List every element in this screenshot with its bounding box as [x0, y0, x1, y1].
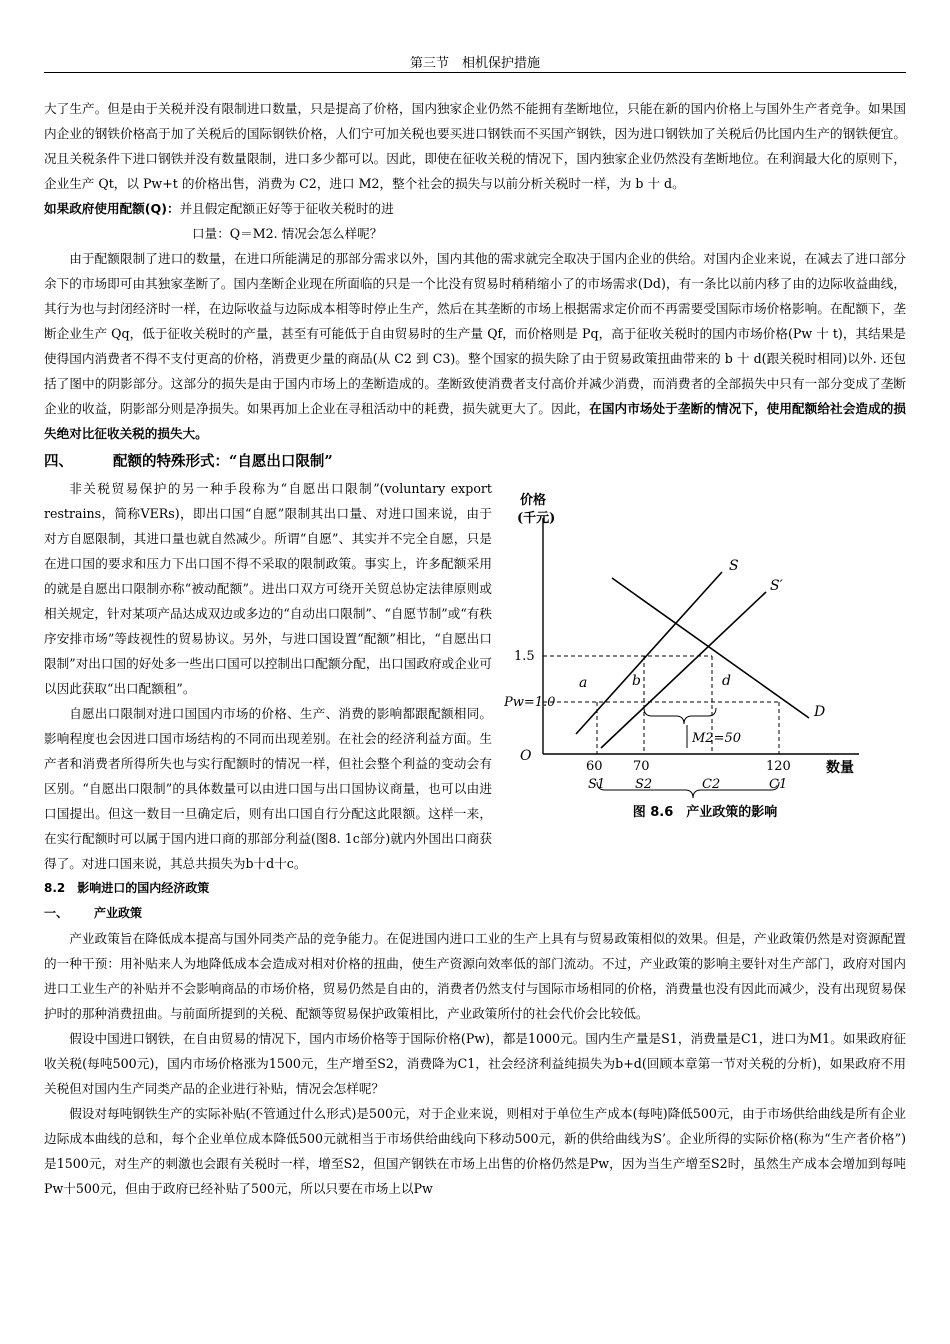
- x-axis-label: 数量: [826, 760, 854, 776]
- x-sub-c2: C2: [702, 777, 721, 792]
- paragraph-quota-analysis: [44, 246, 906, 446]
- section-title: 配额的特殊形式：“自愿出口限制”: [113, 453, 333, 470]
- paragraph-industrial-policy: 产业政策旨在降低成本提高与国外同类产品的竞争能力。在促进国内进口工业的生产上具有与贸易政策相似的效果。但是，产业政策仍然是对资源配置的一种干预：用补贴来人为地降低成本会造成对相对价格的扭曲，使生产资源向效率低的部门流动。不过，产业政策的影响主要针对生产部门，政府对国内进口工业生产的补贴并不会影响商品的市场价格，贸易仍然是自由的，消费者仍然支付与国际市场相同的价格，消费量也没有因此而减少，没有出现贸易保护时的那种消费扭曲。与前面所提到的关税、配额等贸易保护政策相比，产业政策所付的社会代价会比较低。: [44, 931, 906, 1021]
- page-header: 第三节 相机保护措施: [409, 56, 540, 71]
- area-label-d: d: [722, 673, 731, 689]
- y-axis-label: 价格: [520, 493, 547, 508]
- curve-label-s-prime: S′: [770, 578, 783, 594]
- x-sub-c1: C1: [769, 777, 788, 792]
- paragraph-vers-effects: 自愿出口限制对进口国国内市场的价格、生产、消费的影响都跟配额相同。影响程度也会因进口国市场结构的不同而出现差别。在社会的经济利益方面。生产者和消费者所得所失也与实行配额时的情况一样，但社会整个利益的变动会有区别。“自愿出口限制”的具体数量可以由进口国与出口国协议商量，也可以由进口国提出。但这一数目一旦确定后，则有出口国自行分配这此限额。这样一来，在实行配额时可以属于国内进口商的那部分利益(图8. 1c部分)就内外国出口商获得了。对进口国来说，其总共损失为b十d十c。: [44, 706, 492, 871]
- y-tick-1500: 1.5: [514, 649, 535, 664]
- quota-question-rest: 并且假定配额正好等于征收关税时的进: [179, 201, 394, 216]
- section-number: 四、: [44, 453, 73, 470]
- m1-brace: [597, 782, 779, 798]
- paragraph-steel-example: 假设中国进口钢铁，在自由贸易的情况下，国内市场价格等于国际价格(Pw)，都是1000元。国内生产量是S1，消费量是C1，进口为M1。如果政府征收关税(每吨500元)，国内市场价格涨为1500元，生产增至S2，消费降为C1，社会经济利益纯损失为b+d(回顾本章第一节对关税的分析)，如果政府不用关税但对国内生产同类产品的企业进行补贴，情况会怎样呢？: [44, 1031, 906, 1096]
- m2-brace: [644, 708, 716, 724]
- x-tick-120: 120: [766, 759, 791, 774]
- figure-caption: 图 8.6 产业政策的影响: [632, 805, 778, 820]
- header-rule: [44, 72, 906, 73]
- area-label-a: a: [579, 675, 588, 691]
- supply-demand-chart: [504, 478, 906, 798]
- quota-analysis-text: 由于配额限制了进口的数量，在进口所能满足的那部分需求以外，国内其他的需求就完全取决于国内企业的供给。对国内企业来说，在减去了进口部分余下的市场即可由其独家垄断了。国内垄断企业现在所面临的只是一个比没有贸易时稍稍缩小了的市场需求(Dd)，有一条比以前内移了由的边际收益曲线，其行为也与封闭经济时一样，在边际收益与边际成本相等时停止生产，然后在其垄断的市场上根据需求定价而不再需要受国际市场价格影响。在配额下，垄断企业生产 Qq，低于征收关税时的产量，甚至有可能低于自由贸易时的生产量 Qf，而价格则是 Pq，高于征收关税时的国内市场价格(Pw 十 t)，其结果是使得国内消费者不得不支付更高的价格，消费更少量的商品(从 C2 到 C3)。整个国家的损失除了由于贸易政策扭曲带来的 b 十 d(跟关税时相同)以外. 还包括了图中的阴影部分。这部分的损失是由于国内市场上的垄断造成的。垄断致使消费者支付高价并减少消费，而消费者的全部损失中只有一部分变成了垄断企业的收益，阴影部分则是净损失。如果再加上企业在寻租活动中的耗费，损失就更大了。因此，: [44, 251, 906, 416]
- page-body: [44, 96, 906, 1201]
- demand-curve-d: [612, 578, 809, 718]
- quota-question-line-1: [44, 196, 906, 221]
- y-tick-pw: Pw=1.0: [504, 695, 556, 710]
- quota-question-line-2: 口量：Q＝M2. 情况会怎么样呢？: [192, 226, 383, 241]
- x-tick-60: 60: [586, 759, 603, 774]
- paragraph-subsidy: 假设对每吨钢铁生产的实际补贴(不管通过什么形式)是500元，对于企业来说，则相对于单位生产成本(每吨)降低500元，由于市场供给曲线是所有企业边际成本曲线的总和，每个企业单位成本降低500元就相当于市场供给曲线向下移动500元，新的供给曲线为S’。企业所得的实际价格(称为“生产者价格”)是1500元，对生产的刺激也会跟有关税时一样，增至S2，但国产钢铁在市场上出售的价格仍然是Pw，因为当生产增至S2时，虽然生产成本会增加到每吨Pw十500元，但由于政府已经补贴了500元，所以只要在市场上以Pw: [44, 1106, 906, 1196]
- paragraph-vers-definition: 非关税贸易保护的另一种手段称为“自愿出口限制”(voluntary export restrains，简称VERs)，即出口国“自愿”限制其出口量、对进口国来说，由于对方自愿限制，其进口量也就自然减少。所谓“自愿”、其实并不完全自愿，只是在进口国的要求和压力下出口国不得不采取的限制政策。事实上，许多配额采用的就是自愿出口限制亦称“被动配额”。进出口双方可绕开关贸总协定法律原则或相关规定，针对某项产品达成双边或多边的“自动出口限制”、“自愿节制”或“有秩序安排市场”等歧视性的贸易协议。另外，与进口国设置“配额”相比，“自愿出口限制”对出口国的好处多一些出口国可以控制出口配额分配，出口国政府或企业可以因此获取“出口配额租”。: [44, 481, 492, 696]
- m2-label: M2=50: [692, 731, 742, 746]
- subsection-title: 产业政策: [94, 906, 143, 920]
- x-sub-s2: S2: [635, 777, 653, 792]
- paragraph-tariff-continuation: 大了生产。但是由于关税并没有限制进口数量，只是提高了价格，国内独家企业仍然不能拥有垄断地位，只能在新的国内价格上与国外生产者竞争。如果国内企业的钢铁价格高于加了关税后的国际钢铁价格，人们宁可加关税也要买进口钢铁而不买国产钢铁，因为进口钢铁加了关税后仍比国内生产的钢铁便宜。况且关税条件下进口钢铁并没有数量限制，进口多少都可以。因此，即使在征收关税的情况下，国内独家企业仍然没有垄断地位。在利润最大化的原则下，企业生产 Qt，以 Pw+t 的价格出售，消费为 C2，进口 M2，整个社会的损失与以前分析关税时一样，为 b 十 d。: [44, 101, 906, 191]
- x-sub-s1: S1: [588, 777, 606, 792]
- curve-label-s: S: [729, 558, 739, 574]
- section-heading-vers: [44, 448, 906, 476]
- subsection-number: 一、: [44, 906, 69, 920]
- supply-curve-s: [576, 572, 722, 734]
- curve-label-d: D: [814, 704, 826, 720]
- x-tick-70: 70: [633, 759, 650, 774]
- quota-conclusion: 在国内市场处于垄断的情况下，使用配额给社会造成的损失绝对比征收关税的损失大。: [44, 401, 907, 441]
- origin-label: O: [520, 748, 532, 764]
- quota-question-lead: 如果政府使用配额(Q)：: [44, 201, 180, 216]
- figure-industrial-policy: [504, 478, 906, 828]
- section-heading-8-2: 8.2 影响进口的国内经济政策: [44, 881, 210, 895]
- area-label-b: b: [632, 673, 641, 689]
- y-axis-unit: (千元): [517, 511, 556, 526]
- subsection-heading-industrial-policy: [44, 901, 906, 926]
